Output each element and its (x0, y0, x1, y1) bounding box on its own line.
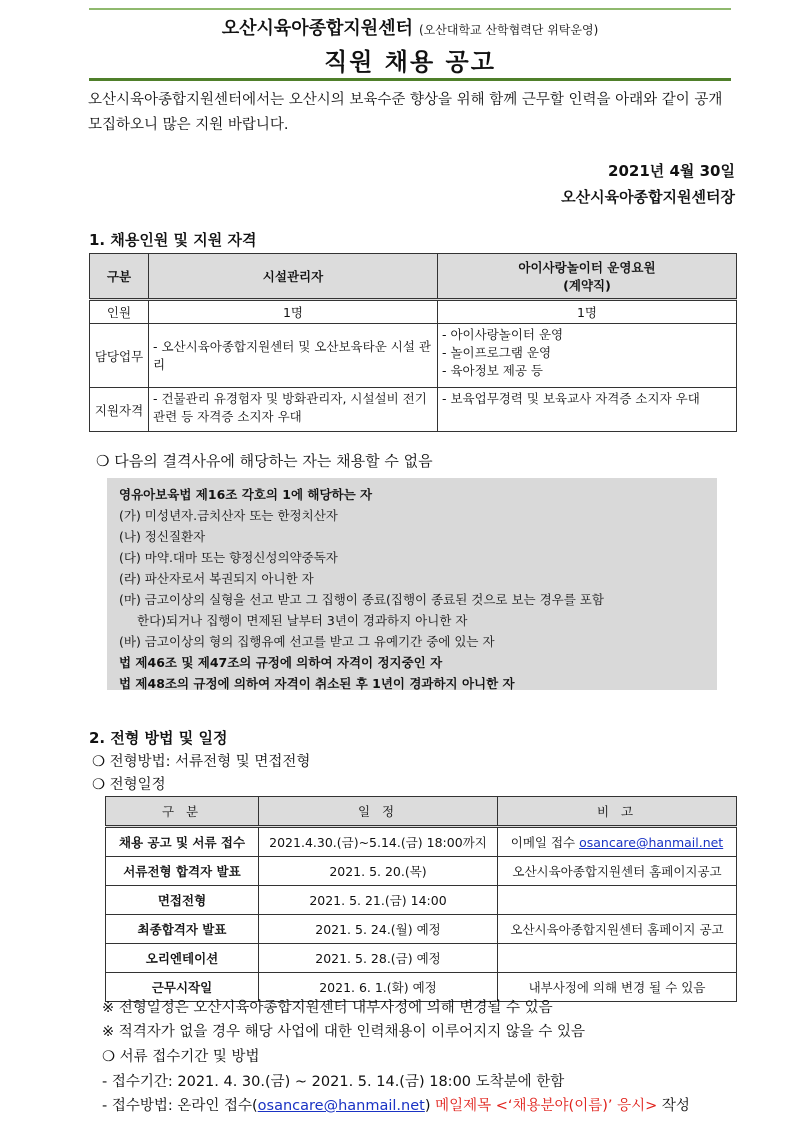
col-play (438, 254, 737, 300)
note-cell: 오산시육아종합지원센터 홈페이지 공고 (498, 915, 737, 944)
qual-play: - 보육업무경력 및 보육교사 자격증 소지자 우대 (438, 388, 737, 432)
disq-item: (바) 금고이상의 형의 집행유예 선고를 받고 그 유예기간 중에 있는 자 (119, 634, 495, 649)
org-line (89, 14, 731, 40)
submission-method (102, 1094, 690, 1115)
headcount-facility: 1명 (149, 300, 438, 324)
disqualification-heading: ❍ 다음의 결격사유에 해당하는 자는 채용할 수 없음 (96, 452, 433, 470)
howto-prefix: - 접수방법: 온라인 접수( (102, 1098, 258, 1114)
section-2-title: 2. 전형 방법 및 일정 (89, 729, 228, 747)
schedule-note-2: ※ 적격자가 없을 경우 해당 사업에 대한 인력채용이 이루어지지 않을 수 있음 (102, 1024, 586, 1040)
col-play-line2: (계약직) (563, 278, 611, 293)
table-row (106, 857, 737, 886)
row-label-duty: 담당업무 (90, 324, 149, 388)
recruitment-table (89, 253, 737, 432)
page-title: 직원 채용 공고 (324, 48, 496, 76)
mail-subject-rule: 메일제목 <‘채용분야(이름)’ 응시> (435, 1098, 658, 1114)
step-cell: 근무시작일 (106, 973, 259, 1002)
col-facility: 시설관리자 (149, 254, 438, 300)
disqualification-box (107, 478, 717, 690)
note-cell (498, 827, 737, 857)
table-row (90, 388, 737, 432)
section-1-title: 1. 채용인원 및 지원 자격 (89, 231, 257, 249)
disq-item: (다) 마약.대마 또는 향정신성의약중독자 (119, 550, 338, 565)
step-cell: 오리엔테이션 (106, 944, 259, 973)
table-row (106, 827, 737, 857)
law-title: 영유아보육법 제16조 각호의 1에 해당하는 자 (119, 487, 373, 502)
disq-item: (나) 정신질환자 (119, 529, 206, 544)
submission-period: - 접수기간: 2021. 4. 30.(금) ~ 2021. 5. 14.(금) 18:00 도착분에 한함 (102, 1074, 565, 1090)
intro-paragraph: 오산시육아종합지원센터에서는 오산시의 보육수준 향상을 위해 함께 근무할 인력을 아래와 같이 공개 모집하오니 많은 지원 바랍니다. (88, 92, 723, 133)
note-cell: 오산시육아종합지원센터 홈페이지공고 (498, 857, 737, 886)
col-date: 일 정 (259, 797, 498, 827)
disq-item: (가) 미성년자.금치산자 또는 한정치산자 (119, 508, 338, 523)
date-cell: 2021. 5. 28.(금) 예정 (259, 944, 498, 973)
announcement-date: 2021년 4월 30일 (608, 162, 735, 180)
col-play-line1: 아이사랑놀이터 운영요원 (518, 260, 656, 275)
step-cell: 채용 공고 및 서류 접수 (106, 827, 259, 857)
date-cell: 2021. 6. 1.(화) 예정 (259, 973, 498, 1002)
note-cell: 내부사정에 의해 변경 될 수 있음 (498, 973, 737, 1002)
signer: 오산시육아종합지원센터장 (561, 188, 735, 206)
duty-facility: - 오산시육아종합지원센터 및 오산보육타운 시설 관리 (149, 324, 438, 388)
headcount-play: 1명 (438, 300, 737, 324)
header-box (89, 8, 731, 81)
disq-item: 한다)되거나 집행이 면제된 날부터 3년이 경과하지 아니한 자 (137, 613, 468, 628)
table-row (106, 944, 737, 973)
disq-item: (라) 파산자로서 복권되지 아니한 자 (119, 571, 314, 586)
row-label-qualification: 지원자격 (90, 388, 149, 432)
date-cell: 2021. 5. 21.(금) 14:00 (259, 886, 498, 915)
submission-heading: ❍ 서류 접수기간 및 방법 (102, 1049, 260, 1065)
howto-suffix: 작성 (657, 1098, 690, 1114)
duty-play (438, 324, 737, 388)
col-note: 비 고 (498, 797, 737, 827)
step-cell: 최종합격자 발표 (106, 915, 259, 944)
note-cell (498, 944, 737, 973)
law-48: 법 제48조의 규정에 의하여 자격이 취소된 후 1년이 경과하지 아니한 자 (119, 676, 515, 691)
date-cell: 2021. 5. 24.(월) 예정 (259, 915, 498, 944)
schedule-note-1: ※ 전형일정은 오산시육아종합지원센터 내부사정에 의해 변경될 수 있음 (102, 1000, 553, 1016)
col-step: 구 분 (106, 797, 259, 827)
date-cell: 2021.4.30.(금)~5.14.(금) 18:00까지 (259, 827, 498, 857)
table-row (90, 300, 737, 324)
disq-item: (마) 금고이상의 실형을 선고 받고 그 집행이 종료(집행이 종료된 것으로 보는 경우를 포함 (119, 592, 604, 607)
row-label-headcount: 인원 (90, 300, 149, 324)
schedule-label: ❍ 전형일정 (92, 777, 166, 793)
qual-facility: - 건물관리 유경험자 및 방화관리자, 시설설비 전기관련 등 자격증 소지자 우대 (149, 388, 438, 432)
howto-mid: ) (424, 1098, 436, 1114)
org-sub: (오산대학교 산학협력단 위탁운영) (418, 23, 599, 37)
note-prefix: 이메일 접수 (510, 835, 580, 850)
table-row (106, 886, 737, 915)
email-link[interactable]: osancare@hanmail.net (257, 1098, 425, 1114)
col-category: 구분 (90, 254, 149, 300)
duty-play-item: - 아이사랑놀이터 운영 (442, 327, 564, 342)
email-link[interactable]: osancare@hanmail.net (579, 835, 724, 850)
org-name: 오산시육아종합지원센터 (221, 18, 413, 39)
selection-method: ❍ 전형방법: 서류전형 및 면접전형 (92, 754, 311, 770)
schedule-table (105, 796, 737, 1002)
step-cell: 면접전형 (106, 886, 259, 915)
table-header-row (106, 797, 737, 827)
date-cell: 2021. 5. 20.(목) (259, 857, 498, 886)
note-cell (498, 886, 737, 915)
table-row (90, 324, 737, 388)
duty-play-item: - 육아정보 제공 등 (442, 363, 543, 378)
law-46-47: 법 제46조 및 제47조의 규정에 의하여 자격이 정지중인 자 (119, 655, 443, 670)
duty-play-item: - 놀이프로그램 운영 (442, 345, 552, 360)
table-header-row (90, 254, 737, 300)
table-row (106, 915, 737, 944)
step-cell: 서류전형 합격자 발표 (106, 857, 259, 886)
